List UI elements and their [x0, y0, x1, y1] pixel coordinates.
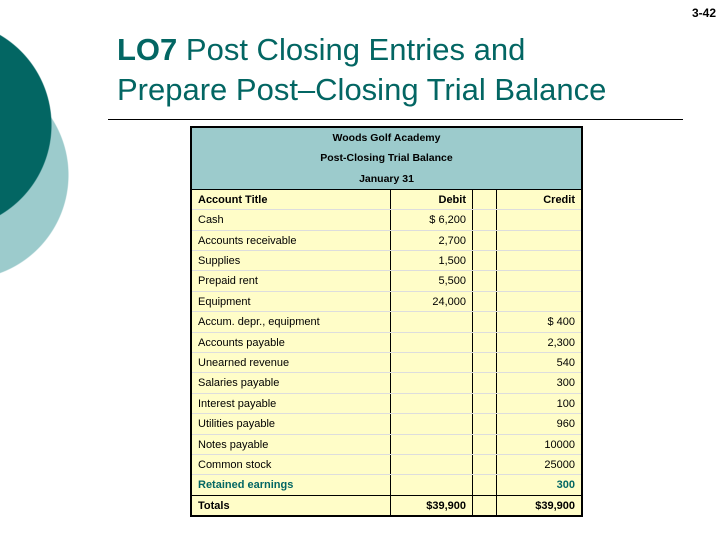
spacer-cell — [473, 231, 497, 250]
spacer-cell — [473, 394, 497, 413]
title-line1: Post Closing Entries and — [177, 32, 526, 67]
spacer-cell — [473, 312, 497, 331]
slide-number: 3-42 — [691, 6, 716, 20]
debit-amount — [391, 414, 473, 433]
credit-amount — [497, 231, 581, 250]
spacer-cell — [473, 190, 497, 209]
spacer-cell — [473, 373, 497, 392]
debit-amount — [391, 475, 473, 494]
table-row — [192, 250, 581, 270]
table-row — [192, 393, 581, 413]
debit-amount: 1,500 — [391, 251, 473, 270]
account-title: Utilities payable — [192, 414, 391, 433]
credit-amount: $ 400 — [547, 316, 575, 329]
debit-amount: 2,700 — [391, 231, 473, 250]
account-title: Unearned revenue — [192, 353, 391, 372]
debit-amount: 5,500 — [391, 271, 473, 290]
table-row — [192, 332, 581, 352]
table-row — [192, 270, 581, 290]
credit-amount: 25000 — [544, 458, 575, 471]
table-row — [192, 291, 581, 311]
table-row — [192, 434, 581, 454]
title-lo: LO7 — [117, 32, 178, 67]
totals-debit: $39,900 — [391, 496, 473, 515]
credit-amount — [497, 210, 581, 229]
debit-amount: $ 6,200 — [391, 210, 473, 229]
table-row — [192, 474, 581, 494]
title-line2: Prepare Post–Closing Trial Balance — [117, 72, 607, 107]
debit-amount — [391, 435, 473, 454]
table-row — [192, 413, 581, 433]
account-title: Accounts receivable — [192, 231, 391, 250]
account-title: Common stock — [192, 455, 391, 474]
debit-amount — [391, 373, 473, 392]
spacer-cell — [473, 414, 497, 433]
account-title: Accounts payable — [192, 333, 391, 352]
account-title: Retained earnings — [192, 475, 391, 494]
company-name: Woods Golf Academy — [192, 128, 581, 148]
debit-amount — [391, 353, 473, 372]
spacer-cell — [473, 271, 497, 290]
account-title: Equipment — [192, 292, 391, 311]
header-credit: Credit — [543, 193, 575, 206]
table-row — [192, 454, 581, 474]
credit-amount: 960 — [556, 418, 575, 431]
header-debit: Debit — [391, 190, 473, 209]
credit-amount — [497, 251, 581, 270]
table-row — [192, 372, 581, 392]
totals-label: Totals — [192, 496, 391, 515]
table-row — [192, 311, 581, 331]
totals-credit: $39,900 — [535, 499, 575, 512]
slide-title — [117, 30, 707, 110]
spacer-cell — [473, 353, 497, 372]
credit-amount: 2,300 — [547, 336, 575, 349]
debit-amount — [391, 394, 473, 413]
debit-amount — [391, 333, 473, 352]
spacer-cell — [473, 435, 497, 454]
account-title: Notes payable — [192, 435, 391, 454]
totals-row — [192, 495, 581, 515]
credit-amount: 300 — [556, 479, 575, 492]
account-title: Cash — [192, 210, 391, 229]
credit-amount: 100 — [556, 397, 575, 410]
credit-amount: 10000 — [544, 438, 575, 451]
trial-balance-table — [190, 126, 583, 517]
debit-amount — [391, 312, 473, 331]
spacer-cell — [473, 333, 497, 352]
table-header-row — [192, 189, 581, 209]
credit-amount: 300 — [556, 377, 575, 390]
credit-amount — [497, 271, 581, 290]
account-title: Interest payable — [192, 394, 391, 413]
spacer-cell — [473, 251, 497, 270]
credit-amount: 540 — [556, 357, 575, 370]
report-date: January 31 — [192, 169, 581, 189]
spacer-cell — [473, 292, 497, 311]
report-name: Post-Closing Trial Balance — [192, 148, 581, 168]
debit-amount — [391, 455, 473, 474]
header-account-title: Account Title — [192, 190, 391, 209]
debit-amount: 24,000 — [391, 292, 473, 311]
account-title: Supplies — [192, 251, 391, 270]
credit-amount — [497, 292, 581, 311]
decorative-circles — [0, 0, 72, 290]
table-row — [192, 209, 581, 229]
table-body — [192, 209, 581, 494]
spacer-cell — [473, 475, 497, 494]
account-title: Prepaid rent — [192, 271, 391, 290]
account-title: Salaries payable — [192, 373, 391, 392]
account-title: Accum. depr., equipment — [192, 312, 391, 331]
spacer-cell — [473, 210, 497, 229]
table-row — [192, 352, 581, 372]
spacer-cell — [473, 496, 497, 515]
table-row — [192, 230, 581, 250]
spacer-cell — [473, 455, 497, 474]
title-divider — [108, 119, 683, 120]
